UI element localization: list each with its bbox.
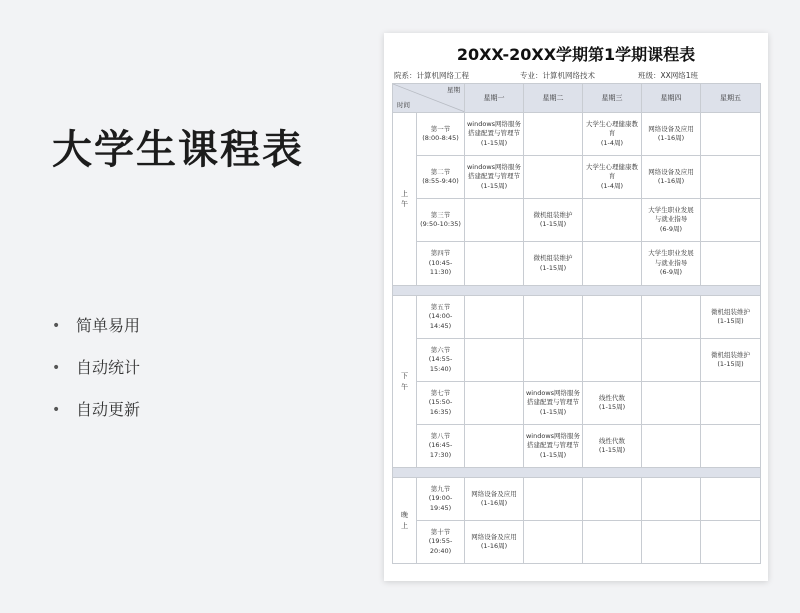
empty-cell <box>583 296 642 339</box>
cell-line: 微机组装维护 <box>711 307 750 316</box>
table-row <box>393 521 761 564</box>
table-row <box>393 339 761 382</box>
bullet-icon: • <box>52 360 61 376</box>
cell-line: windows网络服务 <box>525 431 581 440</box>
empty-cell <box>524 478 583 521</box>
cell-line: 搭建配置与管理节 <box>527 398 579 407</box>
course-cell <box>642 242 701 286</box>
bullet-icon: • <box>52 318 61 334</box>
empty-cell <box>583 478 642 521</box>
period-time: (8:00-8:45) <box>422 134 459 142</box>
period-name: 第七节 <box>430 388 451 397</box>
period-cell <box>417 478 465 521</box>
period-time: (15:50- <box>428 398 453 407</box>
cell-line: (1-15周) <box>598 403 626 411</box>
course-cell <box>583 382 642 425</box>
period-cell <box>417 199 465 242</box>
major-label: 专业：计算机网络技术 <box>520 71 595 80</box>
empty-cell <box>701 521 761 564</box>
period-time: (10:45- <box>428 258 453 267</box>
block-label-char: 午 <box>401 382 408 391</box>
bullet-icon: • <box>52 402 61 418</box>
empty-cell <box>524 296 583 339</box>
period-cell <box>417 425 465 468</box>
cell-line: 大学生职业发展 <box>648 205 694 214</box>
empty-cell <box>642 478 701 521</box>
corner-weekday-label: 星期 <box>447 86 460 94</box>
period-time: 11:30) <box>429 268 452 277</box>
period-name: 第三节 <box>430 210 451 219</box>
course-cell <box>524 382 583 425</box>
period-time: (16:45- <box>428 441 453 450</box>
course-cell <box>465 478 524 521</box>
period-name: 第二节 <box>430 167 451 176</box>
cell-line: 网络设备及应用 <box>471 489 517 498</box>
period-name: 第四节 <box>430 249 451 258</box>
period-cell <box>417 296 465 339</box>
block-label-char: 午 <box>401 200 408 208</box>
period-name: 第一节 <box>430 124 451 133</box>
empty-cell <box>465 339 524 382</box>
department-label: 院系：计算机网络工程 <box>394 71 469 80</box>
schedule-table <box>392 83 761 564</box>
cell-line: (1-15周) <box>539 220 567 228</box>
period-name: 第五节 <box>430 302 451 311</box>
period-cell <box>417 339 465 382</box>
empty-cell <box>701 425 761 468</box>
empty-cell <box>465 296 524 339</box>
cell-line: (1-16周) <box>480 499 508 507</box>
period-name: 第九节 <box>430 484 451 493</box>
cell-line: 微机组装维护 <box>533 210 573 219</box>
block-separator <box>393 286 761 296</box>
empty-cell <box>642 425 701 468</box>
corner-header <box>393 84 465 113</box>
empty-cell <box>701 242 761 286</box>
period-cell <box>417 382 465 425</box>
table-row <box>393 156 761 199</box>
table-row <box>393 382 761 425</box>
day-header: 星期一 <box>465 84 524 113</box>
empty-cell <box>465 199 524 242</box>
feature-label: 简单易用 <box>76 316 141 335</box>
cell-line: 大学生心理健康教 <box>586 162 638 171</box>
block-separator <box>393 468 761 478</box>
cell-line: (6-9周) <box>659 268 683 277</box>
period-cell <box>417 113 465 156</box>
cell-line: 大学生心理健康教 <box>586 119 638 128</box>
course-cell <box>701 296 761 339</box>
feature-label: 自动统计 <box>76 358 141 377</box>
cell-line: 搭建配置与管理节 <box>468 129 520 138</box>
period-name: 第十节 <box>430 527 451 536</box>
class-label: 班级：XX网络1班 <box>638 71 699 80</box>
empty-cell <box>524 113 583 156</box>
cell-line: 与就业指导 <box>654 215 688 224</box>
cell-line: 大学生职业发展 <box>648 249 694 258</box>
day-header: 星期五 <box>701 84 761 113</box>
empty-cell <box>701 113 761 156</box>
period-time: (19:00- <box>428 494 453 503</box>
cell-line: (1-15周) <box>717 317 744 325</box>
cell-line: (1-4周) <box>600 138 624 147</box>
time-block-label <box>393 478 417 564</box>
course-cell <box>642 199 701 242</box>
cell-line: 网络设备及应用 <box>648 124 694 133</box>
period-time: 20:40) <box>429 546 452 555</box>
table-row <box>393 425 761 468</box>
empty-cell <box>642 521 701 564</box>
course-cell <box>642 156 701 199</box>
feature-label: 自动更新 <box>76 400 141 419</box>
time-block-label <box>393 113 417 286</box>
period-cell <box>417 242 465 286</box>
feature-item <box>52 347 140 389</box>
cell-line: 育 <box>608 172 616 181</box>
table-row <box>393 199 761 242</box>
table-row <box>393 478 761 521</box>
cell-line: 线性代数 <box>599 436 625 445</box>
period-time: (14:00- <box>428 312 453 321</box>
block-label-char: 下 <box>401 372 408 381</box>
empty-cell <box>465 242 524 286</box>
course-cell <box>524 242 583 286</box>
course-cell <box>465 113 524 156</box>
period-time: 19:45) <box>429 503 452 512</box>
separator-cell <box>393 468 761 478</box>
cell-line: (1-16周) <box>657 134 685 142</box>
period-time: 15:40) <box>429 364 452 373</box>
empty-cell <box>642 339 701 382</box>
time-block-label <box>393 296 417 468</box>
course-cell <box>642 113 701 156</box>
cell-line: (1-15周) <box>480 181 508 190</box>
period-time: (9:50-10:35) <box>420 220 461 228</box>
cell-line: (1-15周) <box>539 263 567 272</box>
schedule-sheet <box>384 33 768 581</box>
separator-cell <box>393 286 761 296</box>
cell-line: (6-9周) <box>659 224 683 233</box>
feature-item <box>52 389 140 431</box>
empty-cell <box>524 156 583 199</box>
cell-line: 微机组装维护 <box>533 254 573 263</box>
block-label-char: 上 <box>401 189 408 198</box>
cell-line: windows网络服务 <box>466 119 522 128</box>
period-time: (8:55-9:40) <box>422 177 459 185</box>
empty-cell <box>583 242 642 286</box>
cell-line: (1-16周) <box>480 542 508 550</box>
cell-line: (1-15周) <box>598 446 626 454</box>
block-label-char: 晚 <box>401 511 408 520</box>
empty-cell <box>583 521 642 564</box>
empty-cell <box>642 382 701 425</box>
sheet-meta <box>392 69 760 83</box>
period-time: (14:55- <box>428 355 453 364</box>
period-time: 16:35) <box>429 407 452 416</box>
course-cell <box>524 425 583 468</box>
cell-line: (1-15周) <box>539 450 567 459</box>
period-cell <box>417 156 465 199</box>
empty-cell <box>583 339 642 382</box>
day-header: 星期三 <box>583 84 642 113</box>
cell-line: 育 <box>608 129 616 138</box>
empty-cell <box>583 199 642 242</box>
day-header: 星期二 <box>524 84 583 113</box>
course-cell <box>583 113 642 156</box>
period-time: (19:55- <box>428 537 453 546</box>
course-cell <box>465 521 524 564</box>
course-cell <box>583 156 642 199</box>
course-cell <box>524 199 583 242</box>
empty-cell <box>524 521 583 564</box>
cell-line: 搭建配置与管理节 <box>468 172 520 181</box>
course-cell <box>701 339 761 382</box>
cell-line: 网络设备及应用 <box>471 532 517 541</box>
block-label-char: 上 <box>401 521 408 530</box>
cell-line: (1-15周) <box>539 407 567 416</box>
schedule-body <box>393 113 761 564</box>
feature-item <box>52 305 140 347</box>
period-cell <box>417 521 465 564</box>
table-row <box>393 242 761 286</box>
empty-cell <box>524 339 583 382</box>
empty-cell <box>465 382 524 425</box>
header-row <box>393 84 761 113</box>
cell-line: 微机组装维护 <box>711 350 750 359</box>
empty-cell <box>701 156 761 199</box>
page-title: 大学生课程表 <box>52 127 304 173</box>
cell-line: 网络设备及应用 <box>648 167 694 176</box>
table-row <box>393 296 761 339</box>
period-name: 第八节 <box>430 431 451 440</box>
cell-line: 与就业指导 <box>654 258 688 267</box>
cell-line: (1-16周) <box>657 177 685 185</box>
empty-cell <box>701 199 761 242</box>
course-cell <box>583 425 642 468</box>
period-time: 17:30) <box>429 450 452 459</box>
empty-cell <box>701 382 761 425</box>
corner-time-label: 时间 <box>397 100 410 109</box>
cell-line: 线性代数 <box>599 393 625 402</box>
table-row <box>393 113 761 156</box>
empty-cell <box>701 478 761 521</box>
cell-line: (1-15周) <box>717 360 744 368</box>
empty-cell <box>642 296 701 339</box>
feature-list <box>52 305 140 431</box>
period-name: 第六节 <box>430 345 451 354</box>
cell-line: (1-4周) <box>600 181 624 190</box>
cell-line: (1-15周) <box>480 138 508 147</box>
empty-cell <box>465 425 524 468</box>
cell-line: windows网络服务 <box>466 162 522 171</box>
cell-line: 搭建配置与管理节 <box>527 441 579 450</box>
sheet-title: 20XX-20XX学期第1学期课程表 <box>456 45 696 64</box>
day-header: 星期四 <box>642 84 701 113</box>
cell-line: windows网络服务 <box>525 388 581 397</box>
course-cell <box>465 156 524 199</box>
period-time: 14:45) <box>429 321 452 330</box>
